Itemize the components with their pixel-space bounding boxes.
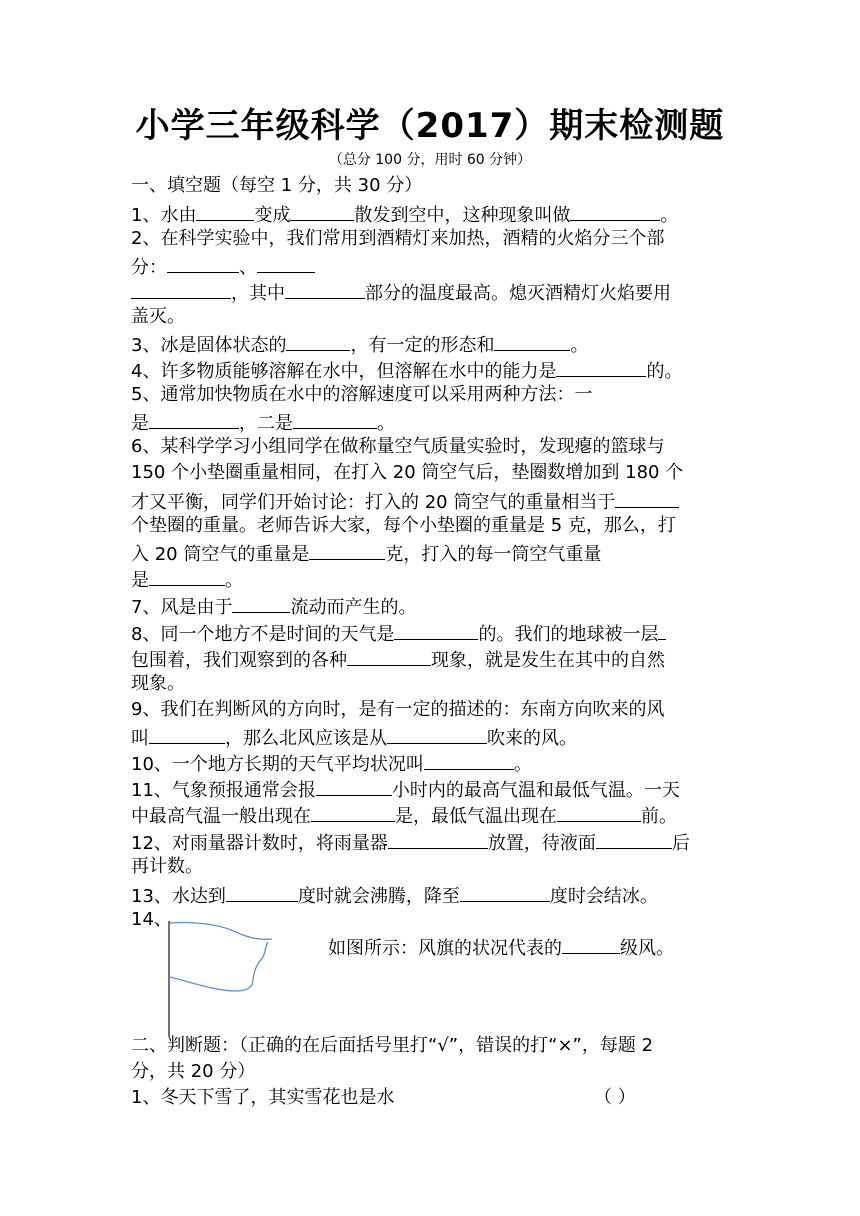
answer-blank[interactable] xyxy=(494,330,570,351)
question-5-line-1: 5、通常加快物质在水中的溶解速度可以采用两种方法：一 xyxy=(131,384,593,405)
question-2-line-1: 2、在科学实验中，我们常用到酒精灯来加热，酒精的火焰分三个部 xyxy=(131,228,665,249)
section2-heading-line-1: 二、判断题：（正确的在后面括号里打“√”，错误的打“×”，每题 2 xyxy=(131,1035,654,1056)
answer-blank[interactable] xyxy=(388,828,488,849)
wind-flag-figure xyxy=(160,915,280,1045)
section1-heading: 一、填空题（每空 1 分，共 30 分） xyxy=(131,175,423,196)
answer-blank[interactable] xyxy=(257,252,315,273)
answer-blank[interactable] xyxy=(658,619,666,640)
answer-blank[interactable] xyxy=(131,278,231,299)
flag-right-edge xyxy=(252,942,268,985)
question-8-line-3: 现象。 xyxy=(131,673,185,694)
question-4: 4、许多物质能够溶解在水中，但溶解在水中的能力是 的。 xyxy=(131,356,682,385)
question-14-text: 如图所示：风旗的状况代表的 级风。 xyxy=(328,933,674,962)
answer-blank[interactable] xyxy=(596,828,672,849)
question-12-line-2: 再计数。 xyxy=(131,856,203,877)
question-7: 7、风是由于 流动而产生的。 xyxy=(131,592,416,621)
answer-blank[interactable] xyxy=(232,592,290,613)
answer-blank[interactable] xyxy=(286,330,350,351)
question-13: 13、水达到 度时就会沸腾，降至 度时会结冰。 xyxy=(131,881,658,910)
question-11-line-2: 中最高气温一般出现在 是，最低气温出现在 前。 xyxy=(131,801,677,830)
answer-blank[interactable] xyxy=(149,723,225,744)
answer-blank[interactable] xyxy=(290,200,354,221)
question-12-line-1: 12、对雨量器计数时，将雨量器 放置，待液面 后 xyxy=(131,828,690,857)
answer-blank[interactable] xyxy=(316,775,392,796)
question-8-line-1: 8、同一个地方不是时间的天气是 的。我们的地球被一层 xyxy=(131,619,666,648)
answer-parentheses[interactable]: （ ） xyxy=(594,1087,636,1108)
question-5-line-2: 是 ，二是 。 xyxy=(131,408,395,437)
question-8-line-2: 包围着，我们观察到的各种 现象，就是发生在其中的自然 xyxy=(131,645,665,674)
answer-blank[interactable] xyxy=(226,881,298,902)
answer-blank[interactable] xyxy=(562,933,620,954)
question-1: 1、水由 变成 散发到空中，这种现象叫做 。 xyxy=(131,200,678,229)
page-subtitle: （总分 100 分，用时 60 分钟） xyxy=(328,152,532,168)
question-2-line-3: ，其中 部分的温度最高。熄灭酒精灯火焰要用 xyxy=(131,278,671,307)
flag-top-edge xyxy=(170,922,272,939)
answer-blank[interactable] xyxy=(311,801,395,822)
judgement-question-1: 1、冬天下雪了，其实雪花也是水 xyxy=(131,1087,395,1108)
section2-heading-line-2: 分，共 20 分） xyxy=(131,1061,256,1082)
question-6-line-6: 是 。 xyxy=(131,565,243,594)
answer-blank[interactable] xyxy=(556,356,646,377)
question-3: 3、冰是固体状态的 ，有一定的形态和 。 xyxy=(131,330,588,359)
page-title: 小学三年级科学（2017）期末检测题 xyxy=(135,106,725,146)
question-6-line-3: 才又平衡，同学们开始讨论：打入的 20 筒空气的重量相当于 xyxy=(131,487,679,516)
answer-blank[interactable] xyxy=(394,619,478,640)
question-6-line-1: 6、某科学学习小组同学在做称量空气质量实验时，发现瘪的篮球与 xyxy=(131,436,665,457)
answer-blank[interactable] xyxy=(347,645,431,666)
question-6-line-4: 个垫圈的重量。老师告诉大家，每个小垫圈的重量是 5 克，那么，打 xyxy=(131,515,676,536)
answer-blank[interactable] xyxy=(615,487,679,508)
question-9-line-2: 叫 ，那么北风应该是从 吹来的风。 xyxy=(131,723,577,752)
answer-blank[interactable] xyxy=(557,801,641,822)
answer-blank[interactable] xyxy=(285,278,365,299)
answer-blank[interactable] xyxy=(460,881,550,902)
answer-blank[interactable] xyxy=(167,252,239,273)
answer-blank[interactable] xyxy=(149,565,225,586)
question-10: 10、一个地方长期的天气平均状况叫 。 xyxy=(131,749,532,778)
flag-bottom-edge xyxy=(170,977,252,991)
answer-blank[interactable] xyxy=(387,723,487,744)
question-6-line-5: 入 20 筒空气的重量是 克，打入的每一筒空气重量 xyxy=(131,539,601,568)
answer-blank[interactable] xyxy=(293,408,377,429)
question-2-line-2: 分： 、 xyxy=(131,252,315,281)
question-11-line-1: 11、气象预报通常会报 小时内的最高气温和最低气温。一天 xyxy=(131,775,680,804)
question-9-line-1: 9、我们在判断风的方向时，是有一定的描述的：东南方向吹来的风 xyxy=(131,699,665,720)
answer-blank[interactable] xyxy=(570,200,660,221)
question-14-number: 14、 xyxy=(131,909,172,930)
question-2-line-4: 盖灭。 xyxy=(131,306,185,327)
answer-blank[interactable] xyxy=(149,408,239,429)
answer-blank[interactable] xyxy=(309,539,385,560)
question-6-line-2: 150 个小垫圈重量相同，在打入 20 筒空气后，垫圈数增加到 180 个 xyxy=(131,462,684,483)
answer-blank[interactable] xyxy=(424,749,514,770)
answer-blank[interactable] xyxy=(196,200,254,221)
